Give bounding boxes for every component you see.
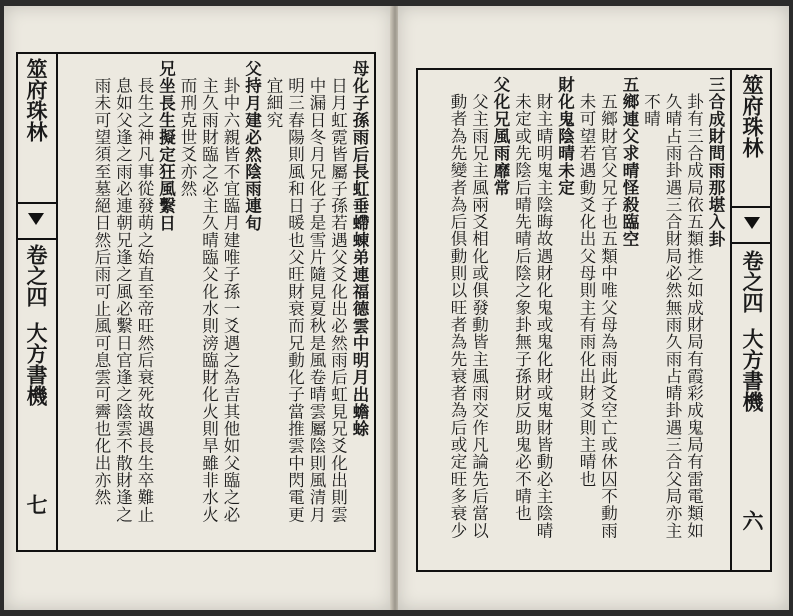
- text-column: 宜細究: [264, 77, 283, 129]
- text-column: 卦有三合成局依五類推之如成財局有霞彩成鬼局有雷電類如: [684, 93, 704, 539]
- left-fish-tail-mark: [16, 202, 56, 240]
- left-page: [4, 6, 392, 610]
- text-column: 財化鬼陰晴未定: [555, 76, 575, 197]
- text-column: 五鄉連父求晴怪殺臨空: [620, 76, 639, 248]
- text-column: 父持月建必然陰雨連旬: [242, 60, 262, 232]
- left-page-margin-column: [16, 54, 58, 550]
- text-column: 財主晴明鬼主陰晦故遇財化鬼或鬼化財或鬼財皆動必主陰晴: [534, 93, 553, 539]
- text-column: 日月虹霓皆屬子孫若遇父爻化出必然雨后虹見兄爻化出則雲: [328, 77, 348, 523]
- text-column: 三合成財問雨那堪入卦: [706, 76, 725, 248]
- text-column: 卦中六親皆不宜臨月建唯子孫一爻遇之為吉其他如父臨之必: [221, 77, 240, 523]
- text-column: 息如父逢之雨必連朝兄逢之風必繫日官逢之陰雲不散財逢之: [113, 77, 133, 523]
- text-column: 五鄉財官父兄子也五類中唯父母為雨此爻空亡或休囚不動雨: [598, 93, 618, 539]
- right-page-frame: [416, 68, 772, 572]
- left-volume-label: 卷之四: [24, 244, 49, 307]
- left-text-body: [62, 60, 370, 544]
- text-column: 動者為先變者為后俱動則以旺者為先衰者為后或定旺多衰少: [448, 93, 467, 539]
- right-fish-tail-mark: [732, 206, 772, 244]
- right-folio-number: 六: [740, 510, 765, 531]
- text-column: 父化兄風雨靡常: [491, 76, 510, 197]
- text-column: 主久雨財臨之必主久晴臨父化水則滂臨財化火則旱雖非水火: [199, 77, 219, 523]
- right-page-margin-column: [730, 70, 772, 570]
- right-page: [398, 6, 789, 610]
- text-column: 未可望若遇動爻化出父母則主有雨化出財爻則主晴也: [577, 93, 596, 488]
- left-page-frame: [16, 52, 376, 552]
- text-column: 未定或先陰后晴先晴后陰之象卦無子孫財反助鬼必不晴也: [512, 93, 532, 522]
- right-publisher-label: 大方書機: [740, 328, 765, 412]
- text-column: 兄坐長生擬定狂風繫日: [156, 60, 176, 232]
- right-book-title: 筮府珠林: [740, 74, 765, 158]
- text-column: 母化子孫雨后長虹垂螮蝀弟連福德雲中明月出蟾蜍: [350, 60, 369, 438]
- text-column: 不晴: [641, 93, 661, 128]
- left-publisher-label: 大方書機: [24, 322, 49, 406]
- right-text-body: [422, 76, 726, 564]
- left-folio-number: 七: [24, 494, 49, 515]
- text-column: 中漏日冬月兄化子是雪片隨見夏秋是風卷晴雲屬陰則風清月: [307, 77, 326, 523]
- text-column: 久晴占雨卦遇三合財局必然無雨久雨占晴卦遇三合父局亦主: [663, 93, 682, 539]
- text-column: 長生之神凡事從發萌之始直至帝旺然后衰死故遇長生卒難止: [135, 77, 154, 523]
- left-book-title: 筮府珠林: [24, 58, 49, 142]
- text-column: 明三春陽則風和日暖也父旺財衰而兄動化子當推雲中閃電更: [285, 77, 305, 523]
- text-column: 而刑克世爻亦然: [178, 77, 197, 198]
- text-column: 雨未可望須至墓絕日然后雨可止風可息雲可霽也化出亦然: [92, 77, 111, 506]
- text-column: 父主雨兄主風兩爻相化或俱發動皆主風雨交作凡論先后當以: [469, 93, 489, 539]
- right-volume-label: 卷之四: [740, 250, 765, 313]
